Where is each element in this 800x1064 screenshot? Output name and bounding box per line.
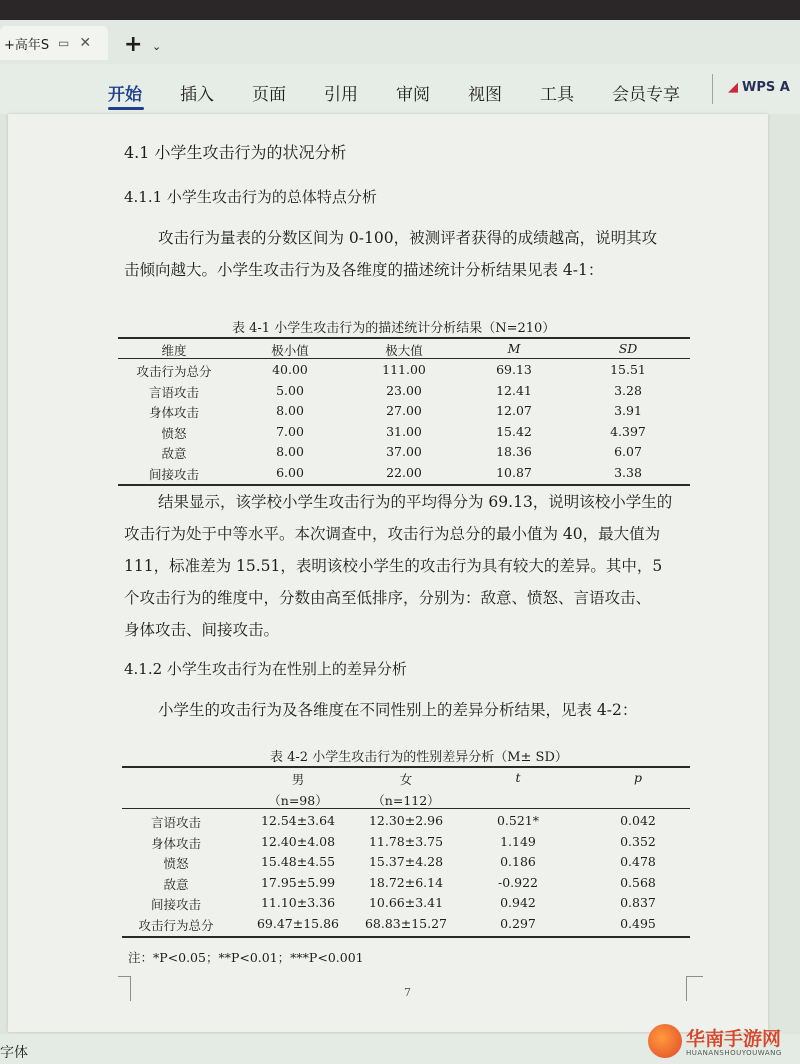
watermark-cn: 华南手游网 [686, 1028, 782, 1050]
new-tab-button[interactable]: + [124, 32, 143, 57]
table-2-header-cell: 女 [399, 772, 413, 787]
wps-logo-icon: ◢ [728, 80, 738, 95]
table-2-cell: 0.568 [620, 874, 656, 890]
table-2-cell: 0.186 [500, 854, 536, 869]
table-1-header-cell: 极大值 [385, 343, 423, 358]
table-2-cell: 0.297 [500, 915, 536, 931]
table-2-cell: 0.942 [500, 895, 536, 910]
table-1-cell: 69.13 [496, 362, 532, 377]
table-1-cell: 10.87 [496, 464, 532, 480]
table-2-cell: 69.47±15.86 [256, 915, 340, 931]
tab-bar [0, 20, 800, 64]
table-1-cell: 31.00 [386, 423, 422, 439]
watermark-en: HUANANSHOUYOUWANG [686, 1049, 782, 1057]
table-1-top-rule [118, 337, 690, 339]
table-2-header-cell: t [515, 770, 521, 785]
table-1-cell: 15.51 [610, 362, 646, 377]
table-1-cell: 23.00 [386, 382, 422, 398]
table-2-cell: 11.10±3.36 [260, 895, 336, 910]
table-1-cell: 3.38 [614, 464, 642, 480]
table-1-cell: 身体攻击 [148, 405, 199, 420]
menu-home[interactable]: 开始 [108, 85, 142, 105]
table-1-cell: 27.00 [386, 403, 422, 418]
menu-tools[interactable]: 工具 [540, 85, 574, 105]
table-1-cell: 40.00 [272, 362, 308, 377]
table-2-caption: 表 4-2 小学生攻击行为的性别差异分析（M± SD） [270, 750, 568, 765]
table-1-cell: 8.00 [276, 403, 304, 418]
table-2-cell: 15.48±4.55 [260, 854, 336, 869]
document-page[interactable] [8, 114, 768, 1032]
table-2-cell: 攻击行为总分 [138, 917, 214, 933]
table-2-cell: 11.78±3.75 [368, 833, 444, 849]
paragraph-1-line-1: 攻击行为量表的分数区间为 0-100，被测评者获得的成绩越高，说明其攻 [158, 229, 658, 247]
table-2-cell: 0.042 [620, 813, 656, 828]
menu-membership[interactable]: 会员专享 [612, 85, 680, 105]
table-1-cell: 15.42 [496, 423, 532, 439]
table-2-cell: 0.352 [620, 833, 656, 849]
paragraph-2-line-1: 结果显示，该学校小学生攻击行为的平均得分为 69.13，说明该校小学生的 [158, 493, 673, 511]
paragraph-2-line-2: 攻击行为处于中等水平。本次调查中，攻击行为总分的最小值为 40，最大值为 [124, 525, 661, 543]
table-2-cell: 间接攻击 [150, 897, 201, 912]
table-2-cell: 敌意 [163, 876, 189, 892]
table-2-cell: 0.478 [620, 854, 656, 869]
table-2-cell: 68.83±15.27 [364, 915, 448, 931]
crop-mark-right [686, 976, 703, 1001]
table-2-cell: 12.30±2.96 [368, 813, 444, 828]
table-1-cell: 攻击行为总分 [136, 364, 212, 379]
table-1-cell: 8.00 [276, 444, 304, 459]
table-1-cell: 7.00 [276, 423, 304, 439]
table-2-cell: 0.495 [620, 915, 656, 931]
table-1-cell: 12.07 [496, 403, 532, 418]
paragraph-2-line-3: 111，标准差为 15.51，表明该校小学生的攻击行为具有较大的差异。其中，5 [124, 557, 663, 575]
table-2-cell: 12.54±3.64 [260, 813, 336, 828]
table-2-cell: 0.837 [620, 895, 656, 910]
table-2-cell: 言语攻击 [150, 815, 201, 830]
paragraph-2-line-5: 身体攻击、间接攻击。 [124, 621, 280, 639]
table-1-cell: 言语攻击 [148, 384, 199, 400]
document-tab[interactable] [0, 26, 108, 60]
monitor-icon[interactable]: ▭ [58, 36, 70, 50]
window-top-strip [0, 0, 800, 20]
paragraph-1-line-2: 击倾向越大。小学生攻击行为及各维度的描述统计分析结果见表 4-1： [124, 261, 604, 279]
menu-page[interactable]: 页面 [252, 85, 286, 105]
ribbon-divider [712, 74, 713, 104]
table-2-cell: 愤怒 [163, 856, 189, 871]
table-2-cell: 17.95±5.99 [260, 874, 336, 890]
status-font-label[interactable]: 字体 [0, 1045, 28, 1061]
table-1-cell: 12.41 [496, 382, 532, 398]
table-1-cell: 22.00 [386, 464, 422, 480]
chevron-down-icon[interactable]: ⌄ [152, 40, 162, 53]
heading-4-1: 4.1 小学生攻击行为的状况分析 [124, 143, 347, 162]
paragraph-2-line-4: 个攻击行为的维度中，分数由高至低排序，分别为：敌意、愤怒、言语攻击、 [124, 589, 652, 607]
table-1-header-cell: 极小值 [271, 343, 309, 358]
table-1-cell: 愤怒 [161, 425, 187, 441]
table-2-cell: 0.521* [496, 813, 540, 828]
close-icon[interactable]: ✕ [79, 35, 92, 51]
table-2-cell: 身体攻击 [150, 835, 201, 851]
table-2-cell: 12.40±4.08 [260, 833, 336, 849]
menu-review[interactable]: 审阅 [396, 85, 430, 105]
table-2-cell: 1.149 [500, 833, 536, 849]
table-1-header-cell: SD [618, 341, 638, 356]
table-2-cell: 15.37±4.28 [368, 854, 444, 869]
table-1-cell: 敌意 [161, 446, 187, 461]
table-1-cell: 3.28 [614, 382, 642, 398]
table-2-cell: 18.72±6.14 [368, 874, 444, 890]
table-2-header-cell: 男 [291, 772, 305, 787]
table-1-cell: 4.397 [610, 423, 646, 439]
table-2-note: 注：*P<0.05；**P<0.01；***P<0.001 [128, 950, 364, 965]
menu-view[interactable]: 视图 [468, 85, 502, 105]
table-2-cell: -0.922 [497, 874, 538, 890]
menu-references[interactable]: 引用 [324, 85, 358, 105]
crop-mark-left [118, 976, 131, 1001]
table-1-cell: 37.00 [386, 444, 422, 459]
table-2-top-rule [122, 766, 690, 768]
heading-4-1-2: 4.1.2 小学生攻击行为在性别上的差异分析 [124, 660, 407, 678]
wps-brand-label: WPS A [742, 80, 790, 95]
page-number: 7 [404, 986, 411, 999]
table-1-cell: 间接攻击 [148, 466, 199, 482]
table-2-cell: 10.66±3.41 [368, 895, 444, 910]
menu-insert[interactable]: 插入 [180, 85, 214, 105]
table-1-cell: 18.36 [496, 444, 532, 459]
document-tab-title: +高年S [4, 37, 50, 53]
table-1-bottom-rule [118, 484, 690, 486]
table-2-subheader-cell: （n=98） [268, 793, 328, 808]
table-1-header-cell: 维度 [161, 343, 187, 358]
table-2-subheader-cell: （n=112） [372, 793, 440, 808]
table-1-cell: 111.00 [382, 362, 426, 377]
heading-4-1-1: 4.1.1 小学生攻击行为的总体特点分析 [124, 188, 377, 206]
table-2-header-cell: p [633, 770, 642, 785]
table-1-caption: 表 4-1 小学生攻击行为的描述统计分析结果（N=210） [232, 321, 556, 336]
paragraph-3: 小学生的攻击行为及各维度在不同性别上的差异分析结果，见表 4-2： [158, 701, 638, 719]
wps-ai-button[interactable] [728, 80, 790, 95]
table-1-cell: 5.00 [276, 382, 304, 398]
table-1-cell: 6.00 [276, 464, 304, 480]
table-1-header-cell: M [507, 341, 521, 356]
table-1-cell: 6.07 [614, 444, 642, 459]
watermark [648, 1022, 798, 1062]
table-1-cell: 3.91 [614, 403, 642, 418]
watermark-logo-icon [648, 1024, 682, 1058]
active-tab-underline [108, 107, 144, 110]
ribbon-menu [0, 64, 800, 114]
table-2-bottom-rule [122, 936, 690, 938]
